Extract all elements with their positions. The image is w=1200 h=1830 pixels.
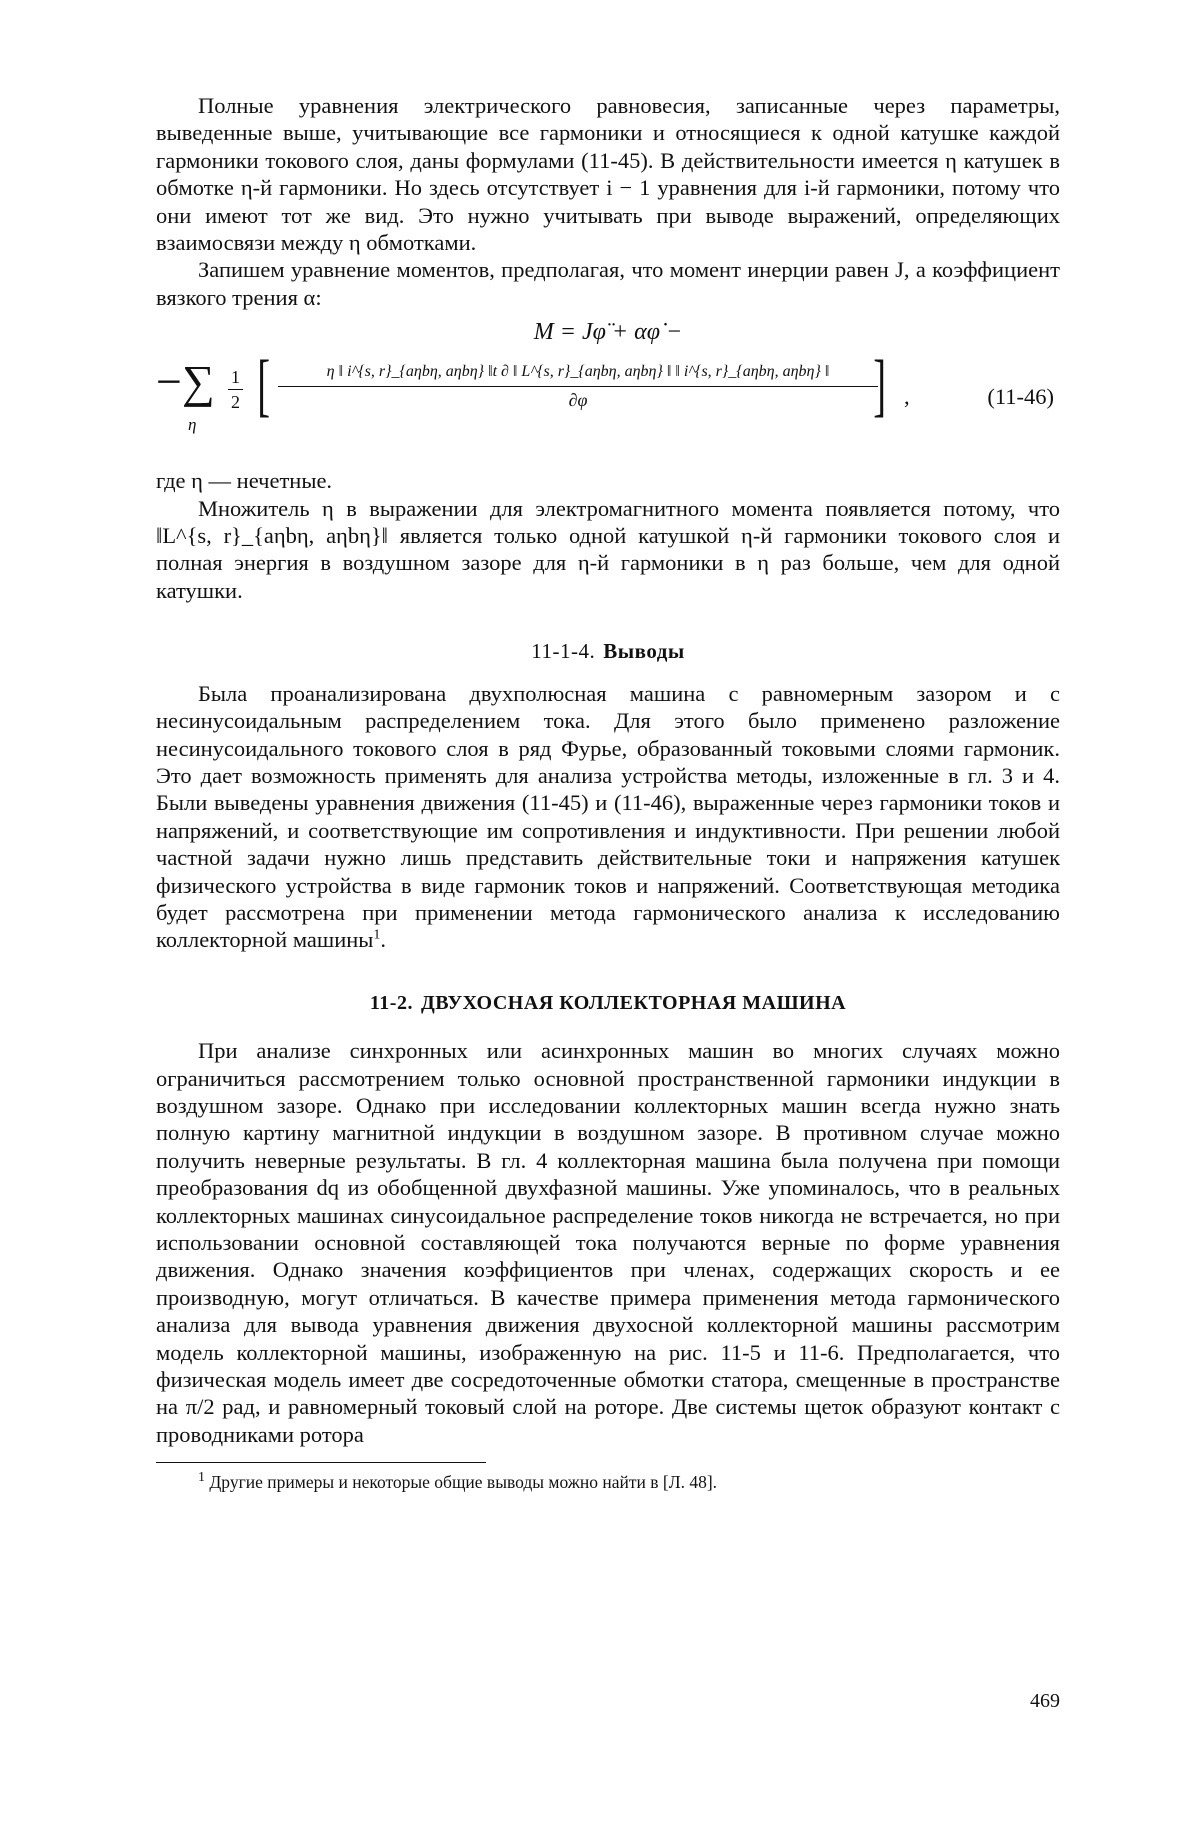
footnote-text: Другие примеры и некоторые общие выводы можно найти в [Л. 48]. [209, 1472, 718, 1493]
right-bracket: ] [873, 347, 887, 425]
summation-symbol: −∑ [156, 356, 215, 408]
paragraph-where: где η — нечетные. [156, 468, 333, 494]
half-denominator: 2 [231, 392, 240, 413]
paragraph-conclusions [156, 680, 1060, 954]
section-heading-commutator-machine [156, 990, 1060, 1017]
derivative-fraction [278, 359, 878, 413]
page-number: 469 [1030, 1690, 1060, 1712]
fraction-numerator: η ‖ i^{s, r}_{aηbη, aηbη} ‖t ∂ ‖ L^{s, r}_{aηbη, aηbη} ‖ ‖ i^{s, r}_{aηbη, aηbη} ‖ [278, 359, 878, 387]
section-number: 11-1-4. [531, 639, 596, 664]
section-number: 11-2. [369, 991, 413, 1014]
fraction-denominator: ∂φ [568, 390, 588, 411]
equation-11-46 [156, 317, 1060, 463]
footnote [156, 1471, 1060, 1493]
footnote-marker: 1 [198, 1470, 205, 1486]
equation-first-line: M = Jφ̈ + αφ̇ − [533, 319, 683, 346]
one-half-fraction [228, 365, 243, 414]
paragraph-conclusions-end: . [380, 927, 387, 953]
section-title: Выводы [603, 639, 685, 664]
equation-comma: , [904, 384, 910, 410]
footnote-divider [156, 1462, 486, 1463]
summation-index: η [188, 415, 197, 435]
section-heading-conclusions [156, 638, 1060, 665]
book-page [156, 92, 1060, 1712]
paragraph-multiplier: Множитель η в выражении для электромагнитного момента появляется потому, что ‖L^{s, r}_{aηbη, aηbη}‖ является только одной катушкой η-й гармоники токового слоя и полная энергия в воздушном зазоре для η-й гармоники в η раз больше, чем для одной катушки. [156, 495, 1060, 603]
half-numerator: 1 [228, 365, 243, 390]
section-title: ДВУХОСНАЯ КОЛЛЕКТОРНАЯ МАШИНА [420, 991, 847, 1014]
equation-number: (11-46) [987, 384, 1054, 410]
paragraph-conclusions-text: Была проанализирована двухполюсная машина с равномерным зазором и с несинусоидальным распределением тока. Для этого было применено разложение несинусоидального токового слоя в ряд Фурье, образованный токовыми слоями гармоник. Это дает возможность применять для анализа устройства методы, изложенные в гл. 3 и 4. Были выведены уравнения движения (11-45) и (11-46), выраженные через гармоники токов и напряжений, и соответствующие им сопротивления и индуктивности. При решении любой частной задачи нужно лишь представить действительные токи и напряжения катушек физического устройства в виде гармоник токов и напряжений. Соответствующая методика будет рассмотрена при применении метода гармонического анализа к исследованию коллекторной машины [156, 680, 1060, 953]
left-bracket: [ [257, 347, 271, 425]
paragraph-commutator-analysis: При анализе синхронных или асинхронных машин во многих случаях можно ограничиться рассмотрением только основной пространственной гармоники индукции в воздушном зазоре. Однако при исследовании коллекторных машин всегда нужно знать полную картину магнитной индукции в воздушном зазоре. В противном случае можно получить неверные результаты. В гл. 4 коллекторная машина была получена при помощи преобразования dq из обобщенной двухфазной машины. Уже упоминалось, что в реальных коллекторных машинах синусоидальное распределение токов никогда не встречается, но при использовании основной составляющей тока получаются верные по форме уравнения движения. Однако значения коэффициентов при членах, содержащих скорость и ее производную, могут отличаться. В качестве примера применения метода гармонического анализа для вывода уравнения движения двухосной коллекторной машины рассмотрим модель коллекторной машины, изображенную на рис. 11-5 и 11-6. Предполагается, что физическая модель имеет две сосредоточенные обмотки статора, смещенные в пространстве на π/2 рад, и равномерный токовый слой на роторе. Две системы щеток образуют контакт с проводниками ротора [156, 1038, 1060, 1447]
paragraph-equilibrium: Полные уравнения электрического равновесия, записанные через параметры, выведенные выше, учитывающие все гармоники и относящиеся к одной катушке каждой гармоники токового слоя, даны формулами (11-45). В действительности имеется η катушек в обмотке η-й гармоники. Но здесь отсутствует i − 1 уравнения для i-й гармоники, потому что они имеют тот же вид. Это нужно учитывать при выводе выражений, определяющих взаимосвязи между η обмотками. [156, 93, 1060, 256]
paragraph-torque-intro: Запишем уравнение моментов, предполагая, что момент инерции равен J, а коэффициент вязкого трения α: [156, 257, 1060, 310]
footnote-reference: 1 [373, 927, 381, 943]
